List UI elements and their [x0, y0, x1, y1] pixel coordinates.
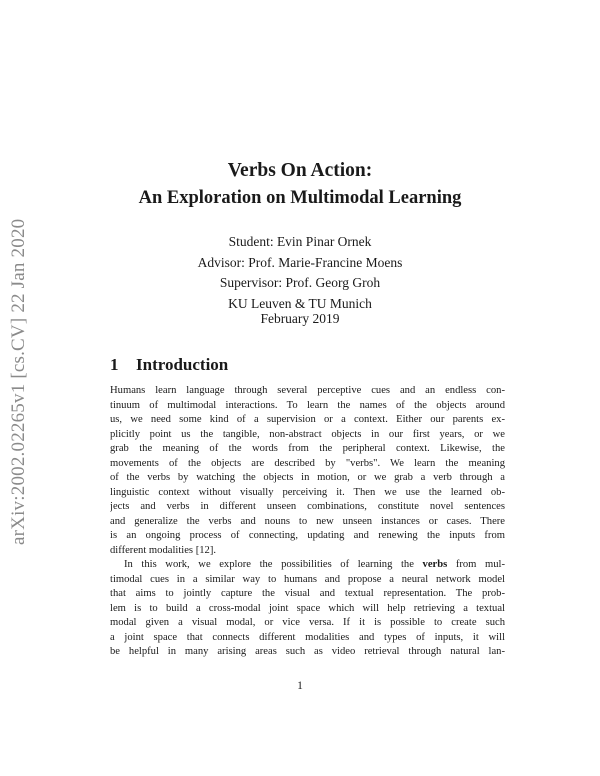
introduction-body [110, 384, 505, 660]
paragraph-1-line: movements of the objects are described by "verbs". We learn the meaning [110, 457, 505, 469]
paragraph-2-line: timodal cues in a similar way to humans and propose a neural network model [110, 573, 505, 585]
text-run: In this work, we explore the possibilities of learning the [124, 559, 423, 570]
arxiv-identifier: arXiv:2002.02265v1 [cs.CV] 22 Jan 2020 [8, 218, 29, 545]
paragraph-1-line: jects and verbs in different unseen combinations, constitute novel sentences [110, 501, 505, 512]
section-number: 1 [110, 355, 119, 374]
paragraph-2-line: a joint space that connects different modalities and types of inputs, it will [110, 631, 505, 643]
paragraph-1-line: is an ongoing process of connecting, updating and renewing the inputs from [110, 530, 505, 541]
paper-title: Verbs On Action: [227, 160, 373, 181]
text-run: from mul- [447, 559, 505, 570]
paragraph-2-line: lem is to build a cross-modal joint space which will help retrieving a textual [110, 602, 505, 614]
section-title: Introduction [136, 355, 229, 374]
paragraph-1-line: different modalities [12]. [110, 544, 217, 556]
paragraph-1-line: us, we need some kind of a supervision or a context. Either our parents ex- [110, 414, 505, 425]
author-advisor: Advisor: Prof. Marie-Francine Moens [197, 254, 403, 270]
paper-subtitle: An Exploration on Multimodal Learning [138, 188, 462, 208]
paper-date: February 2019 [260, 311, 340, 326]
paragraph-2-line: modal given a visual modal, or vice versa. If it is possible to create such [110, 617, 505, 628]
author-affiliation: KU Leuven & TU Munich [228, 295, 372, 311]
paragraph-2-first-line [110, 558, 505, 573]
paragraph-1-line: and generalize the verbs and nouns to new unseen instances or cases. There [110, 515, 505, 527]
paragraph-1-line: grab the meaning of the words from the peripheral context. Likewise, the [110, 443, 505, 454]
paragraph-1-line: Humans learn language through several perceptive cues and an endless con- [110, 385, 505, 396]
page-number: 1 [297, 680, 303, 692]
paragraph-1-line: tinuum of multimodal interactions. To learn the names of the objects around [110, 399, 505, 411]
paragraph-2-line: that aims to jointly capture the visual and textual representation. The prob- [110, 588, 505, 599]
author-supervisor: Supervisor: Prof. Georg Groh [219, 275, 381, 290]
paragraph-1-line: linguistic context without visually perceiving it. Then we use the learned ob- [110, 486, 505, 498]
emphasis-verbs: verbs [422, 559, 448, 570]
author-block [0, 232, 600, 314]
paragraph-2-line: be helpful in many arising areas such as video retrieval through natural lan- [110, 646, 505, 657]
paragraph-1-line: of the verbs by watching the objects in motion, or we grab a verb through a [110, 472, 505, 483]
author-student: Student: Evin Pinar Ornek [228, 234, 372, 249]
section-heading-introduction [110, 355, 228, 375]
paragraph-1-line: plicitly point us the tangible, non-abstract objects in our first years, or we [110, 428, 505, 440]
